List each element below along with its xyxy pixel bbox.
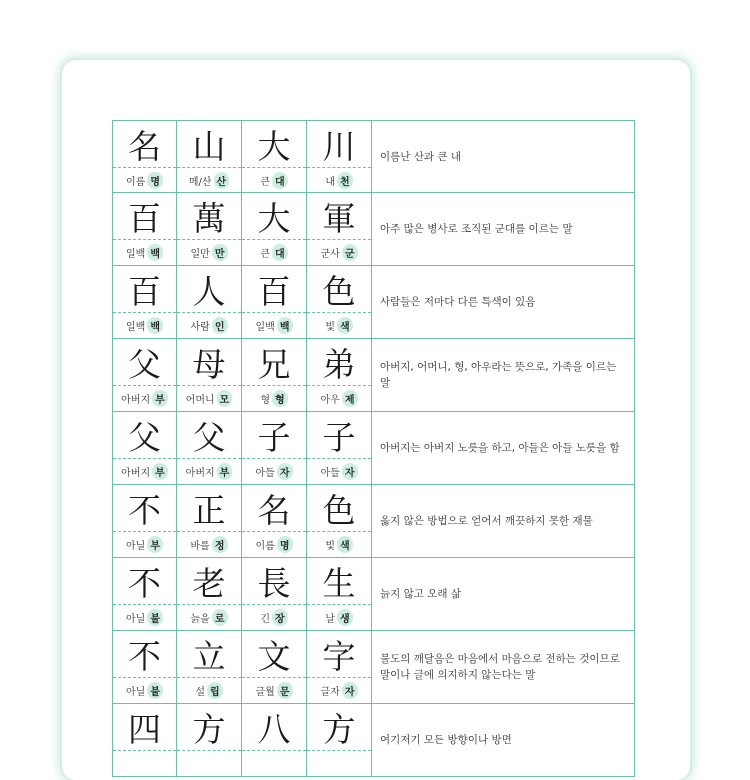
hanja-meaning: 아버지 bbox=[121, 395, 151, 406]
hanja-character: 正 bbox=[177, 485, 241, 532]
hanja-reading bbox=[307, 605, 371, 630]
hanja-reading bbox=[113, 751, 176, 776]
hanja-cell bbox=[177, 339, 242, 412]
hanja-reading bbox=[177, 532, 241, 557]
hanja-reading bbox=[307, 386, 371, 411]
hanja-cell bbox=[177, 485, 242, 558]
hanja-meaning: 일백 bbox=[126, 322, 146, 333]
hanja-cell bbox=[112, 266, 177, 339]
hanja-meaning: 메/산 bbox=[188, 176, 212, 188]
hanja-meaning: 글월 bbox=[255, 687, 275, 698]
hanja-character: 百 bbox=[242, 266, 306, 313]
hanja-meaning: 아들 bbox=[255, 468, 275, 479]
hanja-character: 立 bbox=[177, 631, 241, 678]
hanja-reading bbox=[177, 313, 241, 338]
hanja-reading bbox=[242, 386, 306, 411]
hanja-sound-badge: 백 bbox=[277, 317, 293, 334]
hanja-sound-badge: 로 bbox=[212, 609, 228, 626]
hanja-cell bbox=[242, 558, 307, 631]
hanja-character: 兄 bbox=[242, 339, 306, 386]
hanja-cell bbox=[307, 339, 372, 412]
hanja-character: 弟 bbox=[307, 339, 371, 386]
hanja-meaning: 일백 bbox=[255, 322, 275, 333]
hanja-cell bbox=[307, 266, 372, 339]
hanja-meaning: 빛 bbox=[325, 541, 335, 552]
hanja-sound-badge: 만 bbox=[212, 244, 228, 261]
hanja-meaning: 내 bbox=[325, 176, 335, 188]
hanja-meaning: 큰 bbox=[260, 249, 270, 260]
hanja-character: 方 bbox=[177, 704, 241, 751]
hanja-character: 父 bbox=[113, 339, 176, 386]
hanja-cell bbox=[112, 339, 177, 412]
idiom-meaning: 여기저기 모든 방향이나 방면 bbox=[372, 704, 635, 777]
hanja-cell bbox=[307, 485, 372, 558]
hanja-cell bbox=[307, 412, 372, 485]
hanja-character: 母 bbox=[177, 339, 241, 386]
hanja-cell bbox=[307, 120, 372, 193]
hanja-meaning: 일만 bbox=[190, 249, 210, 260]
hanja-cell bbox=[177, 704, 242, 777]
hanja-sound-badge: 생 bbox=[337, 609, 353, 626]
hanja-cell bbox=[307, 193, 372, 266]
hanja-reading bbox=[307, 678, 371, 703]
hanja-reading bbox=[113, 313, 176, 338]
hanja-character: 百 bbox=[113, 193, 176, 240]
hanja-reading bbox=[177, 459, 241, 484]
hanja-reading bbox=[242, 751, 306, 776]
hanja-character: 子 bbox=[242, 412, 306, 459]
hanja-character: 不 bbox=[113, 558, 176, 605]
hanja-sound-badge: 부 bbox=[152, 463, 168, 480]
hanja-meaning: 아버지 bbox=[185, 468, 215, 479]
hanja-character: 長 bbox=[242, 558, 306, 605]
hanja-character: 名 bbox=[242, 485, 306, 532]
hanja-meaning: 아들 bbox=[320, 468, 340, 479]
hanja-sound-badge: 백 bbox=[147, 244, 163, 261]
hanja-cell bbox=[177, 120, 242, 193]
hanja-meaning: 사람 bbox=[190, 322, 210, 333]
hanja-character: 山 bbox=[177, 121, 241, 168]
hanja-reading bbox=[113, 386, 176, 411]
hanja-cell bbox=[177, 412, 242, 485]
hanja-reading bbox=[242, 313, 306, 338]
hanja-character: 大 bbox=[242, 121, 306, 168]
hanja-character: 父 bbox=[177, 412, 241, 459]
hanja-meaning: 날 bbox=[325, 614, 335, 625]
hanja-meaning: 설 bbox=[195, 687, 205, 698]
hanja-reading bbox=[177, 678, 241, 703]
hanja-cell bbox=[177, 266, 242, 339]
hanja-sound-badge: 대 bbox=[272, 244, 288, 261]
hanja-sound-badge: 불 bbox=[147, 609, 163, 626]
idiom-meaning: 아버지, 어머니, 형, 아우라는 뜻으로, 가족을 이르는 말 bbox=[372, 339, 635, 412]
hanja-character: 四 bbox=[113, 704, 176, 751]
hanja-cell bbox=[112, 631, 177, 704]
hanja-reading bbox=[307, 168, 371, 192]
hanja-meaning: 큰 bbox=[260, 176, 270, 188]
hanja-sound-badge: 자 bbox=[342, 682, 358, 699]
idiom-meaning: 이름난 산과 큰 내 bbox=[372, 120, 635, 193]
idiom-row bbox=[112, 558, 635, 631]
hanja-character: 川 bbox=[307, 121, 371, 168]
hanja-reading bbox=[242, 678, 306, 703]
hanja-sound-badge: 형 bbox=[272, 390, 288, 407]
hanja-character: 字 bbox=[307, 631, 371, 678]
hanja-reading bbox=[242, 532, 306, 557]
idiom-table bbox=[112, 120, 635, 777]
hanja-cell bbox=[307, 704, 372, 777]
hanja-character: 父 bbox=[113, 412, 176, 459]
hanja-meaning: 긴 bbox=[260, 614, 270, 625]
hanja-cell bbox=[242, 266, 307, 339]
hanja-reading bbox=[307, 532, 371, 557]
hanja-character: 萬 bbox=[177, 193, 241, 240]
idiom-row bbox=[112, 120, 635, 193]
hanja-meaning: 어머니 bbox=[185, 395, 215, 406]
hanja-reading bbox=[307, 240, 371, 265]
hanja-cell bbox=[112, 120, 177, 193]
hanja-sound-badge: 자 bbox=[342, 463, 358, 480]
hanja-sound-badge: 자 bbox=[277, 463, 293, 480]
hanja-sound-badge: 부 bbox=[217, 463, 233, 480]
hanja-cell bbox=[242, 485, 307, 558]
hanja-sound-badge: 대 bbox=[272, 172, 288, 189]
hanja-character: 軍 bbox=[307, 193, 371, 240]
hanja-meaning: 군사 bbox=[320, 249, 340, 260]
hanja-character: 方 bbox=[307, 704, 371, 751]
hanja-cell bbox=[242, 704, 307, 777]
hanja-character: 不 bbox=[113, 485, 176, 532]
hanja-reading bbox=[113, 240, 176, 265]
idiom-meaning: 옳지 않은 방법으로 얻어서 깨끗하지 못한 재물 bbox=[372, 485, 635, 558]
hanja-reading bbox=[242, 240, 306, 265]
hanja-sound-badge: 부 bbox=[152, 390, 168, 407]
hanja-character: 色 bbox=[307, 485, 371, 532]
hanja-reading bbox=[307, 751, 371, 776]
idiom-row bbox=[112, 631, 635, 704]
hanja-reading bbox=[177, 605, 241, 630]
hanja-cell bbox=[177, 631, 242, 704]
hanja-cell bbox=[307, 558, 372, 631]
hanja-cell bbox=[177, 558, 242, 631]
idiom-meaning: 늙지 않고 오래 삶 bbox=[372, 558, 635, 631]
hanja-cell bbox=[112, 412, 177, 485]
hanja-sound-badge: 군 bbox=[342, 244, 358, 261]
hanja-sound-badge: 립 bbox=[207, 682, 223, 699]
hanja-meaning: 빛 bbox=[325, 322, 335, 333]
hanja-meaning: 아닐 bbox=[126, 614, 146, 625]
hanja-sound-badge: 부 bbox=[147, 536, 163, 553]
hanja-character: 名 bbox=[113, 121, 176, 168]
hanja-meaning: 아닐 bbox=[126, 687, 146, 698]
hanja-sound-badge: 장 bbox=[272, 609, 288, 626]
idiom-row bbox=[112, 485, 635, 558]
hanja-character: 百 bbox=[113, 266, 176, 313]
idiom-row bbox=[112, 412, 635, 485]
hanja-cell bbox=[242, 339, 307, 412]
hanja-reading bbox=[113, 459, 176, 484]
hanja-sound-badge: 인 bbox=[212, 317, 228, 334]
hanja-character: 生 bbox=[307, 558, 371, 605]
idiom-row bbox=[112, 339, 635, 412]
hanja-sound-badge: 제 bbox=[342, 390, 358, 407]
hanja-character: 色 bbox=[307, 266, 371, 313]
hanja-sound-badge: 색 bbox=[337, 317, 353, 334]
idiom-row bbox=[112, 704, 635, 777]
hanja-reading bbox=[242, 168, 306, 192]
hanja-reading bbox=[307, 459, 371, 484]
hanja-character: 人 bbox=[177, 266, 241, 313]
hanja-character: 老 bbox=[177, 558, 241, 605]
hanja-character: 文 bbox=[242, 631, 306, 678]
hanja-reading bbox=[242, 459, 306, 484]
hanja-meaning: 이름 bbox=[255, 541, 275, 552]
hanja-meaning: 바를 bbox=[190, 541, 210, 552]
idiom-row bbox=[112, 193, 635, 266]
hanja-sound-badge: 천 bbox=[337, 172, 353, 189]
hanja-reading bbox=[113, 605, 176, 630]
hanja-sound-badge: 명 bbox=[277, 536, 293, 553]
hanja-reading bbox=[177, 240, 241, 265]
hanja-sound-badge: 산 bbox=[214, 172, 230, 189]
hanja-cell bbox=[112, 193, 177, 266]
hanja-cell bbox=[242, 193, 307, 266]
hanja-sound-badge: 색 bbox=[337, 536, 353, 553]
hanja-reading bbox=[307, 313, 371, 338]
hanja-reading bbox=[177, 386, 241, 411]
hanja-meaning: 글자 bbox=[320, 687, 340, 698]
hanja-meaning: 형 bbox=[260, 395, 270, 406]
hanja-sound-badge: 명 bbox=[147, 172, 163, 189]
hanja-reading bbox=[113, 678, 176, 703]
hanja-reading bbox=[242, 605, 306, 630]
hanja-reading bbox=[113, 532, 176, 557]
hanja-cell bbox=[112, 558, 177, 631]
hanja-meaning: 일백 bbox=[126, 249, 146, 260]
hanja-meaning: 이름 bbox=[126, 176, 146, 188]
hanja-sound-badge: 문 bbox=[277, 682, 293, 699]
hanja-meaning: 아버지 bbox=[121, 468, 151, 479]
hanja-cell bbox=[242, 120, 307, 193]
hanja-meaning: 늙을 bbox=[190, 614, 210, 625]
hanja-character: 不 bbox=[113, 631, 176, 678]
hanja-reading bbox=[113, 168, 176, 192]
idiom-row bbox=[112, 266, 635, 339]
hanja-meaning: 아닐 bbox=[126, 541, 146, 552]
hanja-character: 八 bbox=[242, 704, 306, 751]
hanja-sound-badge: 불 bbox=[147, 682, 163, 699]
hanja-character: 大 bbox=[242, 193, 306, 240]
hanja-sound-badge: 모 bbox=[217, 390, 233, 407]
hanja-reading bbox=[177, 751, 241, 776]
idiom-meaning: 아버지는 아버지 노릇을 하고, 아들은 아들 노릇을 함 bbox=[372, 412, 635, 485]
idiom-meaning: 불도의 깨달음은 마음에서 마음으로 전하는 것이므로 말이나 글에 의지하지 않는다는 말 bbox=[372, 631, 635, 704]
hanja-reading bbox=[177, 168, 241, 192]
hanja-sound-badge: 백 bbox=[147, 317, 163, 334]
hanja-sound-badge: 정 bbox=[212, 536, 228, 553]
idiom-meaning: 사람들은 저마다 다른 특색이 있음 bbox=[372, 266, 635, 339]
hanja-cell bbox=[112, 704, 177, 777]
hanja-cell bbox=[177, 193, 242, 266]
hanja-cell bbox=[307, 631, 372, 704]
hanja-cell bbox=[242, 631, 307, 704]
hanja-character: 子 bbox=[307, 412, 371, 459]
hanja-meaning: 아우 bbox=[320, 395, 340, 406]
hanja-cell bbox=[112, 485, 177, 558]
idiom-meaning: 아주 많은 병사로 조직된 군대를 이르는 말 bbox=[372, 193, 635, 266]
hanja-cell bbox=[242, 412, 307, 485]
